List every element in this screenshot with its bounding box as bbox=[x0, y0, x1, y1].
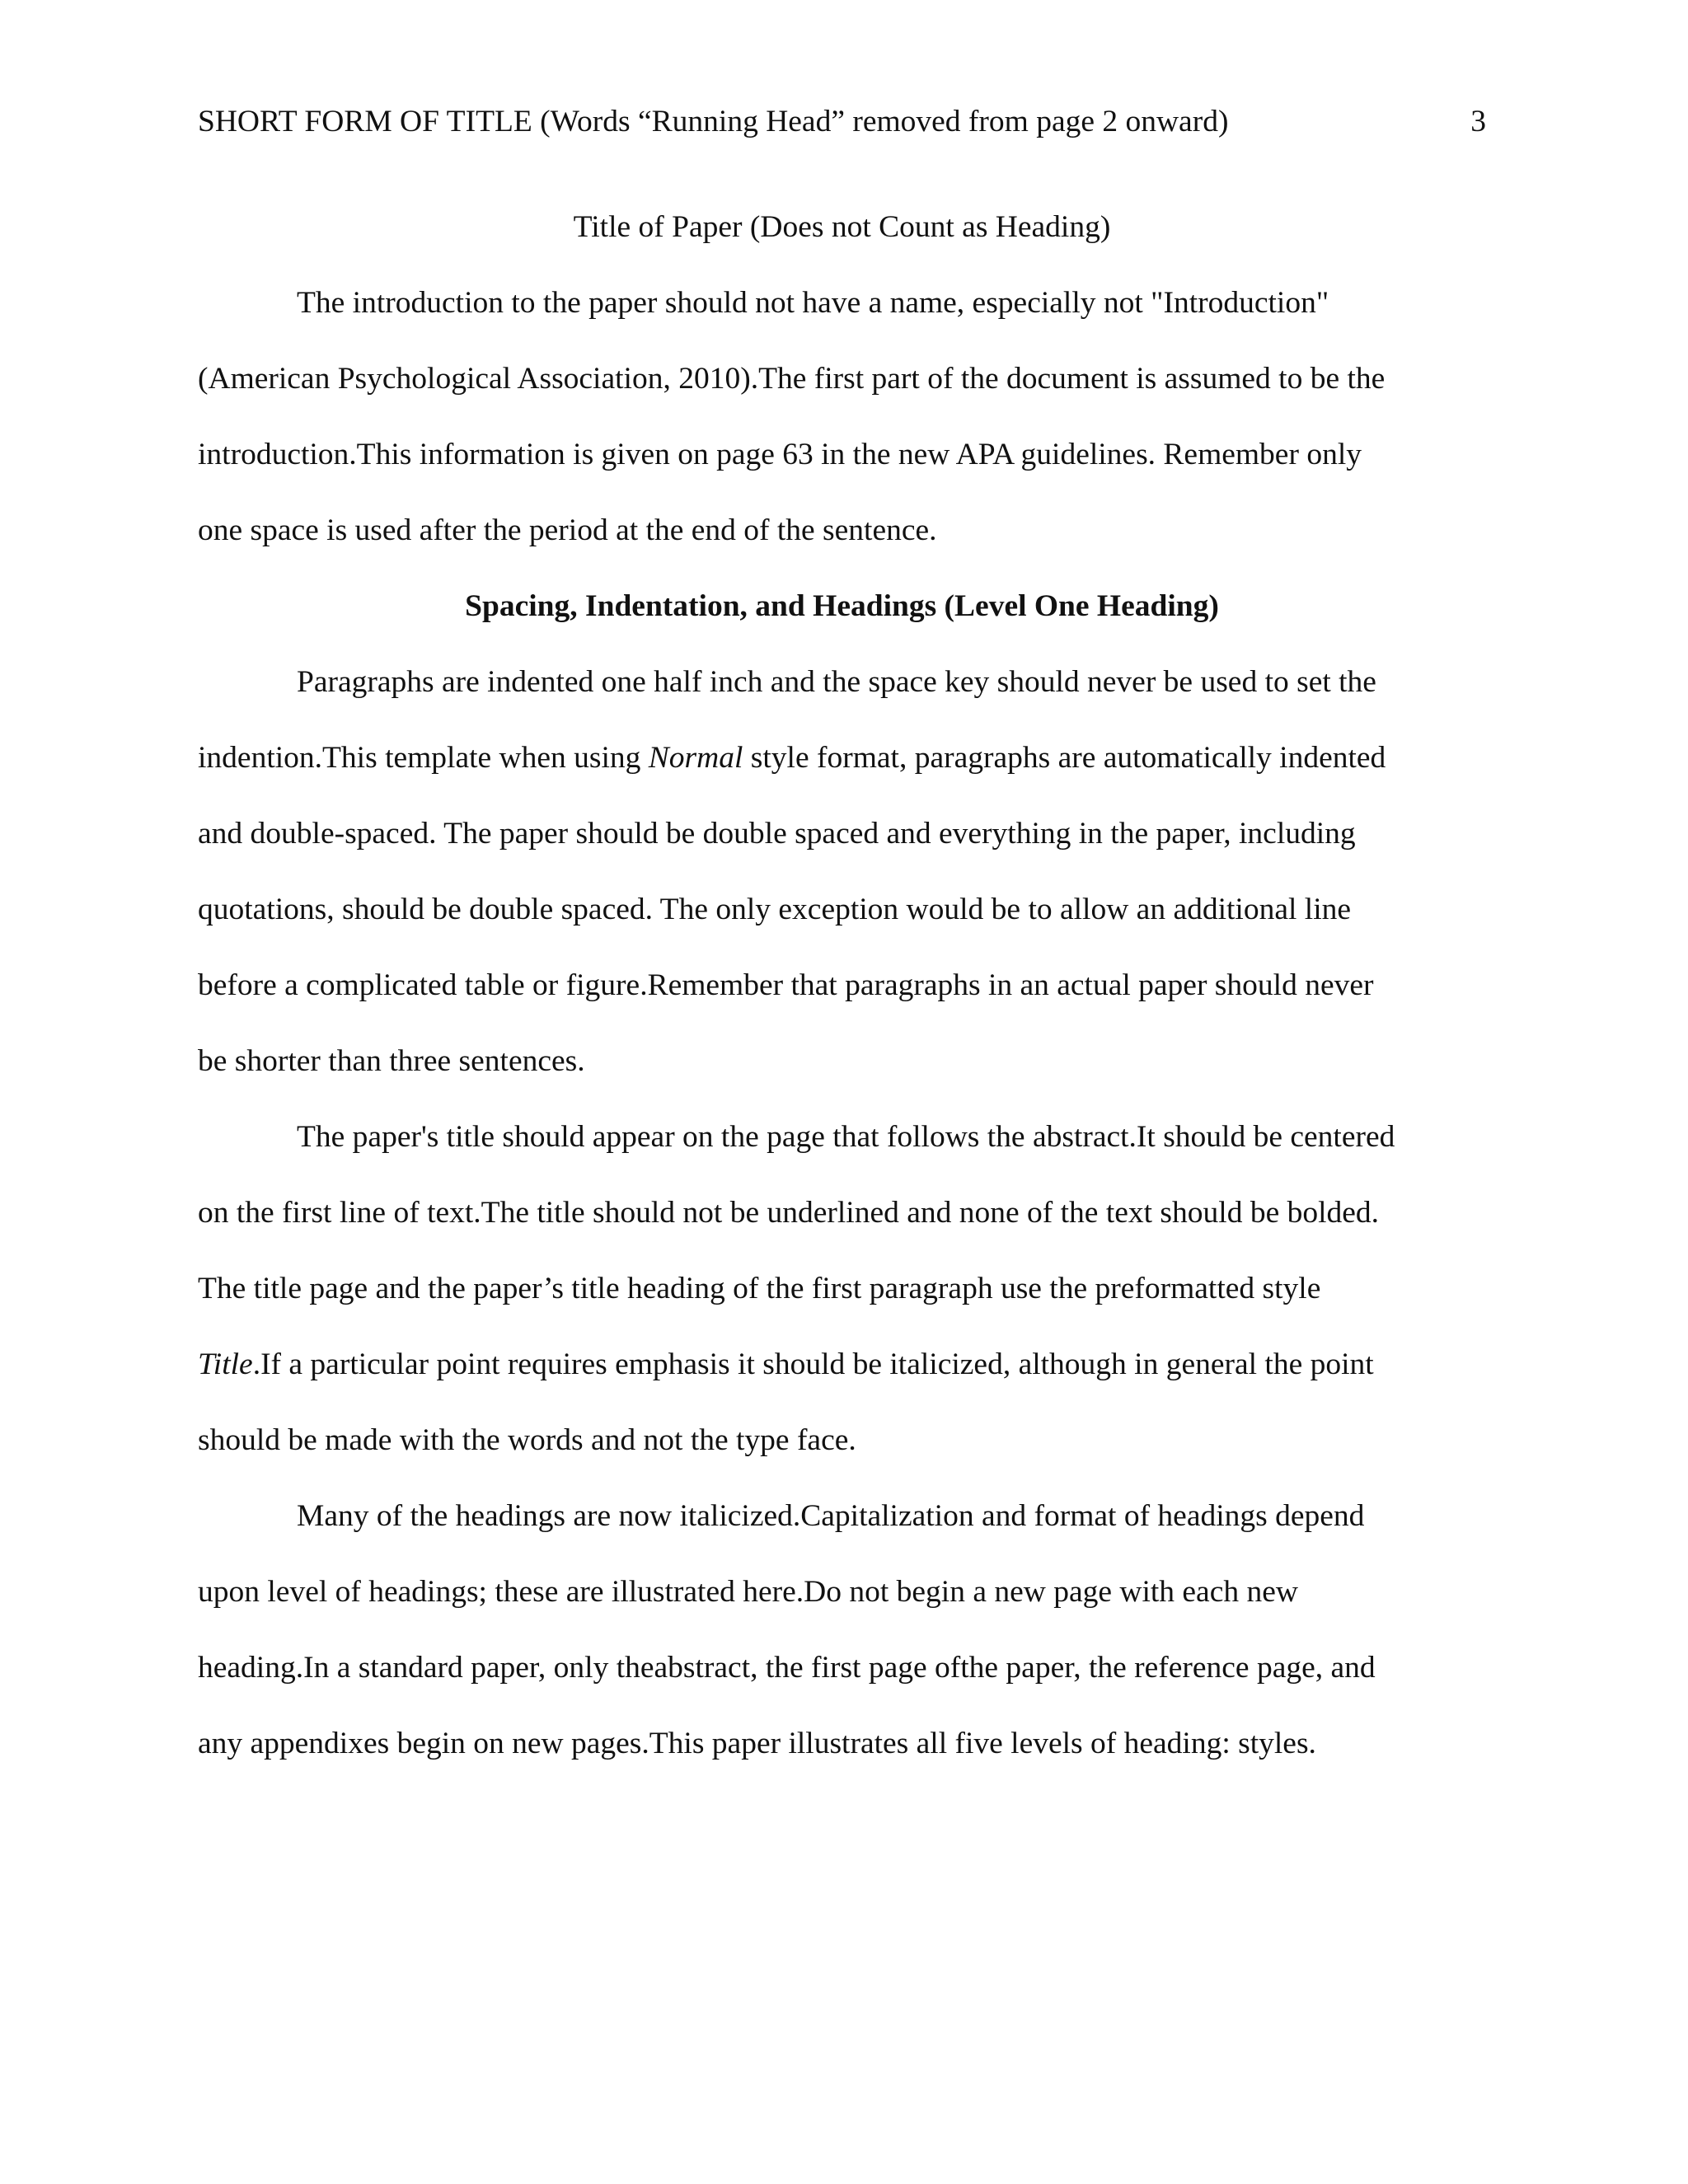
text-run: indention.This template when using bbox=[198, 741, 649, 775]
text-line: and double-spaced. The paper should be double spaced and everything in the paper, including bbox=[198, 817, 1356, 851]
text-line: any appendixes begin on new pages.This paper illustrates all five levels of heading: styles. bbox=[198, 1727, 1316, 1760]
headings-paragraph bbox=[198, 1479, 1486, 1782]
paper-title: Title of Paper (Does not Count as Heading) bbox=[573, 210, 1111, 244]
text-line: Many of the headings are now italicized.Capitalization and format of headings depend bbox=[297, 1499, 1365, 1533]
text-line: (American Psychological Association, 2010).The first part of the document is assumed to be the bbox=[198, 362, 1386, 396]
text-line: The paper's title should appear on the page that follows the abstract.It should be centered bbox=[297, 1120, 1395, 1154]
text-line: quotations, should be double spaced. The only exception would be to allow an additional line bbox=[198, 893, 1352, 926]
italic-term: Normal bbox=[648, 741, 743, 775]
text-line: one space is used after the period at the end of the sentence. bbox=[198, 513, 937, 547]
level-one-heading: Spacing, Indentation, and Headings (Level One Heading) bbox=[465, 589, 1219, 623]
italic-term: Title bbox=[198, 1347, 253, 1381]
text-line: Paragraphs are indented one half inch and the space key should never be used to set the bbox=[297, 665, 1376, 699]
page-header bbox=[198, 97, 1486, 147]
text-line: on the first line of text.The title should not be underlined and none of the text should be bolded. bbox=[198, 1196, 1380, 1230]
document-body bbox=[198, 190, 1486, 1782]
text-line bbox=[198, 1327, 1486, 1403]
text-line: heading.In a standard paper, only theabstract, the first page ofthe paper, the reference page, and bbox=[198, 1651, 1376, 1685]
text-line: be shorter than three sentences. bbox=[198, 1044, 585, 1078]
text-line: before a complicated table or figure.Remember that paragraphs in an actual paper should never bbox=[198, 968, 1374, 1002]
text-line: upon level of headings; these are illustrated here.Do not begin a new page with each new bbox=[198, 1575, 1298, 1609]
text-line: should be made with the words and not the type face. bbox=[198, 1423, 856, 1457]
text-line: The title page and the paper’s title heading of the first paragraph use the preformatted style bbox=[198, 1272, 1321, 1305]
page-number: 3 bbox=[1470, 105, 1486, 138]
text-run: .If a particular point requires emphasis it should be italicized, although in general the point bbox=[252, 1347, 1374, 1381]
intro-paragraph bbox=[198, 265, 1486, 569]
spacing-paragraph bbox=[198, 644, 1486, 1099]
text-line: The introduction to the paper should not have a name, especially not "Introduction" bbox=[297, 286, 1329, 320]
running-head: SHORT FORM OF TITLE (Words “Running Head” removed from page 2 onward) bbox=[198, 105, 1229, 138]
title-paragraph bbox=[198, 1099, 1486, 1479]
text-run: style format, paragraphs are automatically indented bbox=[743, 741, 1386, 775]
text-line: introduction.This information is given on page 63 in the new APA guidelines. Remember only bbox=[198, 438, 1362, 471]
text-line bbox=[198, 720, 1486, 796]
